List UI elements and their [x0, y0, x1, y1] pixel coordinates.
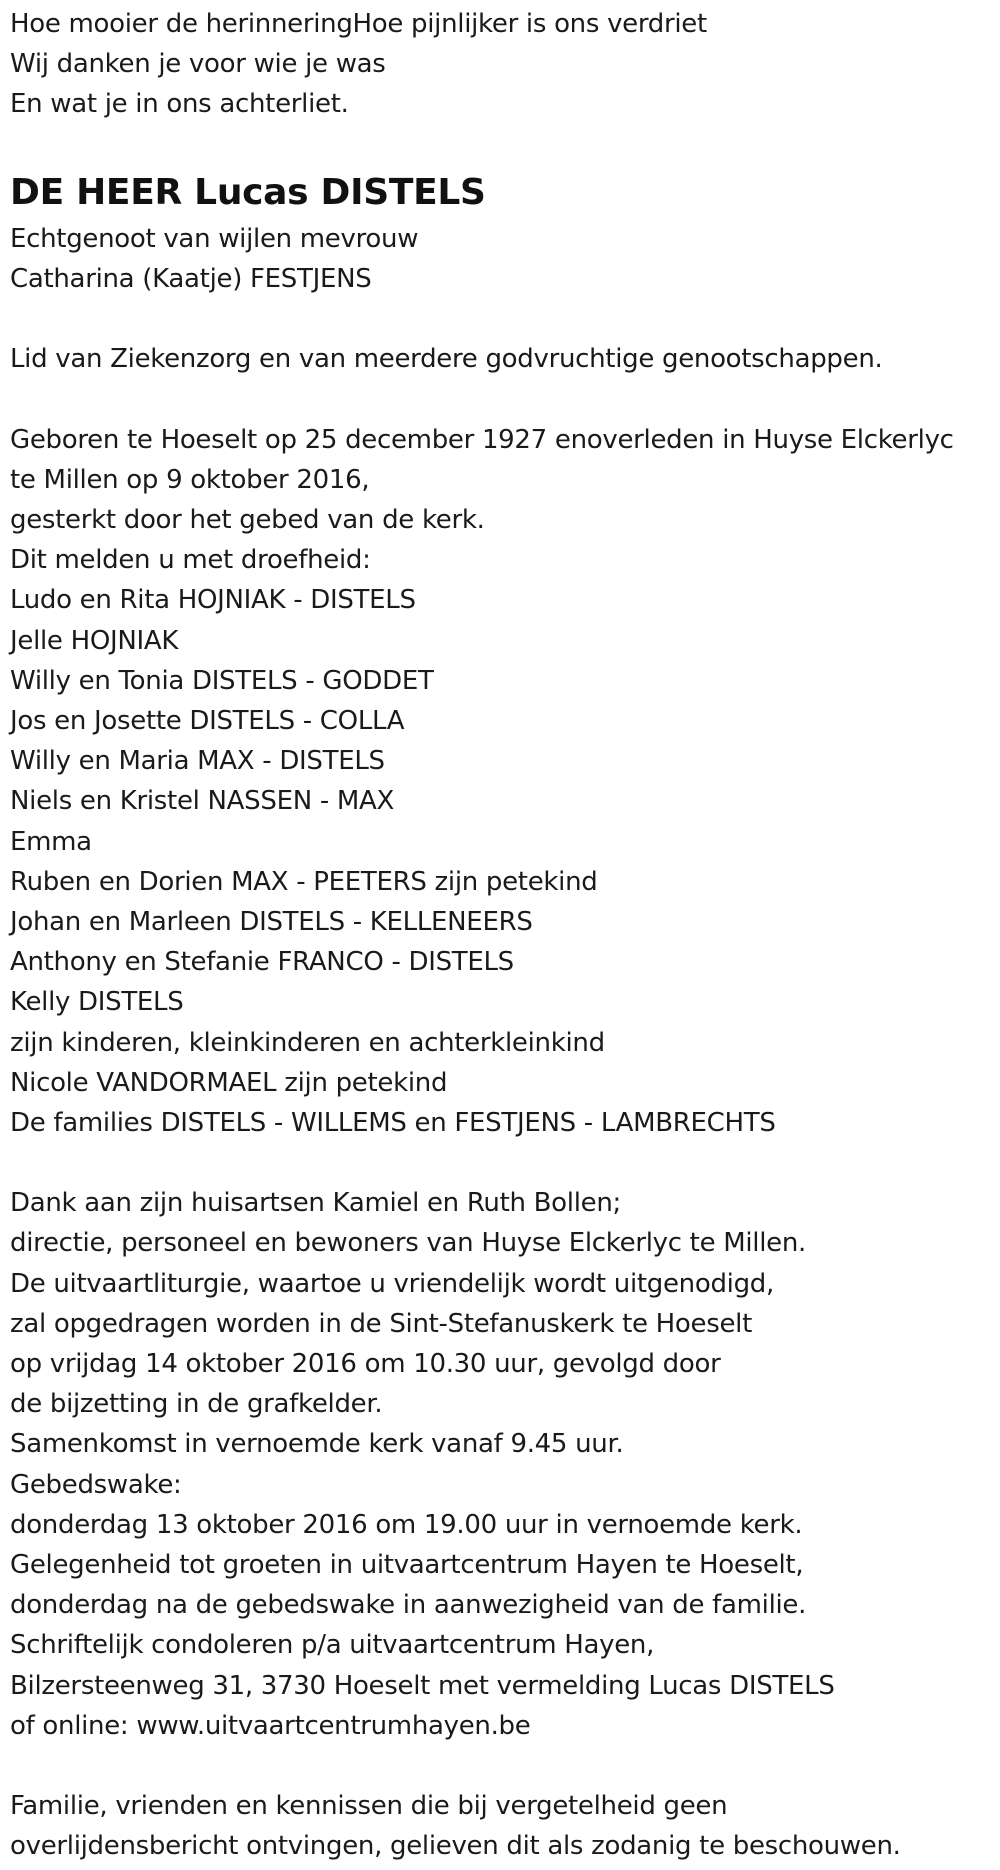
- funeral-arrangements: [10, 1183, 995, 1746]
- arrangement-line: Schriftelijk condoleren p/a uitvaartcentrum Hayen,: [10, 1630, 655, 1661]
- family-member-line: Nicole VANDORMAEL zijn petekind: [10, 1067, 448, 1098]
- poem-line: Wij danken je voor wie je was: [10, 49, 386, 80]
- family-member-line: zijn kinderen, kleinkinderen en achterkleinkind: [10, 1027, 605, 1058]
- deceased-name-heading: DE HEER Lucas DISTELS: [10, 171, 486, 213]
- closing-line: overlijdensbericht ontvingen, gelieven dit als zodanig te beschouwen.: [10, 1831, 901, 1862]
- arrangement-line: donderdag 13 oktober 2016 om 19.00 uur in vernoemde kerk.: [10, 1509, 803, 1540]
- spouse-line: Catharina (Kaatje) FESTJENS: [10, 263, 372, 294]
- poem-line: Hoe mooier de herinneringHoe pijnlijker is ons verdriet: [10, 9, 707, 39]
- birth-death-line: Geboren te Hoeselt op 25 december 1927 enoverleden in Huyse Elckerlyc: [10, 424, 954, 455]
- closing-note: [10, 1786, 995, 1866]
- arrangement-line: De uitvaartliturgie, waartoe u vriendelijk wordt uitgenodigd,: [10, 1268, 774, 1299]
- spacer: [10, 1143, 995, 1183]
- family-member-line: Jelle HOJNIAK: [10, 625, 179, 656]
- family-member-line: Jos en Josette DISTELS - COLLA: [10, 706, 405, 736]
- arrangement-line: Bilzersteenweg 31, 3730 Hoeselt met vermelding Lucas DISTELS: [10, 1670, 835, 1701]
- website-line: of online: www.uitvaartcentrumhayen.be: [10, 1710, 531, 1741]
- announcement-line: gesterkt door het gebed van de kerk.: [10, 505, 485, 536]
- arrangement-line: donderdag na de gebedswake in aanwezigheid van de familie.: [10, 1590, 807, 1621]
- announcement-line: Dit melden u met droefheid:: [10, 545, 371, 576]
- family-member-line: Ludo en Rita HOJNIAK - DISTELS: [10, 585, 416, 616]
- family-announcement: [10, 420, 995, 1143]
- memorial-poem: [10, 4, 995, 125]
- poem-line: En wat je in ons achterliet.: [10, 89, 349, 120]
- family-member-line: De families DISTELS - WILLEMS en FESTJENS - LAMBRECHTS: [10, 1107, 776, 1138]
- family-member-line: Anthony en Stefanie FRANCO - DISTELS: [10, 947, 514, 978]
- closing-line: Familie, vrienden en kennissen die bij vergetelheid geen: [10, 1791, 728, 1822]
- family-member-line: Kelly DISTELS: [10, 987, 184, 1018]
- obituary-document: [10, 4, 995, 1866]
- arrangement-line: op vrijdag 14 oktober 2016 om 10.30 uur, gevolgd door: [10, 1349, 721, 1379]
- arrangement-line: Dank aan zijn huisartsen Kamiel en Ruth Bollen;: [10, 1188, 621, 1219]
- family-member-line: Emma: [10, 826, 92, 857]
- spacer: [10, 1746, 995, 1786]
- spacer: [10, 380, 995, 420]
- arrangement-line: Samenkomst in vernoemde kerk vanaf 9.45 uur.: [10, 1429, 624, 1460]
- birth-death-line: te Millen op 9 oktober 2016,: [10, 464, 370, 495]
- spacer: [10, 299, 995, 339]
- arrangement-line: zal opgedragen worden in de Sint-Stefanuskerk te Hoeselt: [10, 1308, 752, 1339]
- spouse-line: Echtgenoot van wijlen mevrouw: [10, 223, 419, 254]
- spacer: [10, 125, 995, 165]
- arrangement-line: Gelegenheid tot groeten in uitvaartcentrum Hayen te Hoeselt,: [10, 1549, 804, 1580]
- family-member-line: Ruben en Dorien MAX - PEETERS zijn petekind: [10, 866, 598, 897]
- membership-line: Lid van Ziekenzorg en van meerdere godvruchtige genootschappen.: [10, 344, 883, 375]
- arrangement-line: Gebedswake:: [10, 1469, 182, 1500]
- spouse-info: [10, 219, 995, 299]
- arrangement-line: de bijzetting in de grafkelder.: [10, 1389, 383, 1420]
- family-member-line: Johan en Marleen DISTELS - KELLENEERS: [10, 906, 533, 937]
- family-member-line: Willy en Maria MAX - DISTELS: [10, 746, 385, 777]
- arrangement-line: directie, personeel en bewoners van Huyse Elckerlyc te Millen.: [10, 1228, 806, 1259]
- family-member-line: Willy en Tonia DISTELS - GODDET: [10, 665, 434, 696]
- family-member-line: Niels en Kristel NASSEN - MAX: [10, 786, 394, 817]
